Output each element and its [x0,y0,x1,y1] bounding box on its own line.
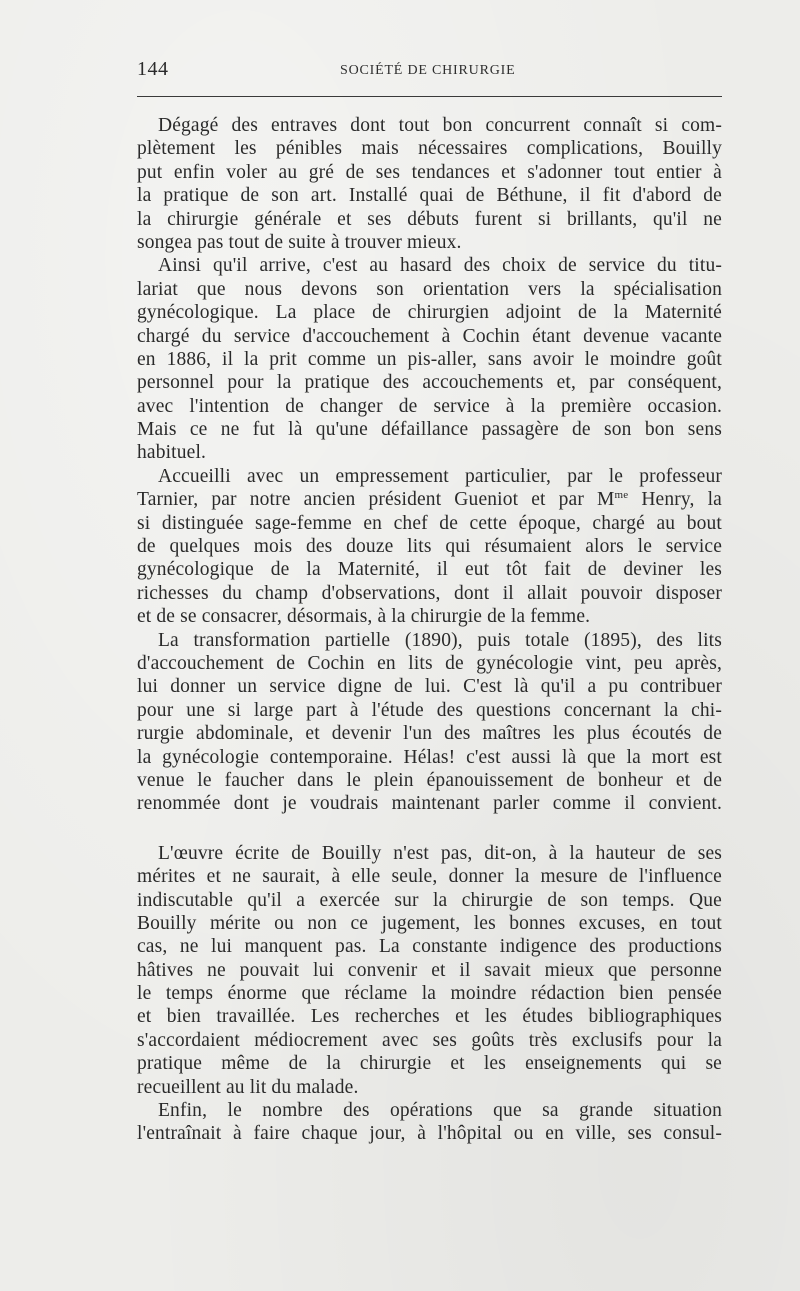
text-line: en 1886, il la prit comme un pis-aller, sans avoir le moindre goût [137,348,722,370]
text-line: le temps énorme que réclame la moindre rédaction bien pensée [137,983,722,1005]
text-line: gynécologique de la Maternité, il eut tôt fait de deviner les [137,559,722,581]
text-line: songea pas tout de suite à trouver mieux. [137,231,462,253]
text-line: Ainsi qu'il arrive, c'est au hasard des choix de service du titu- [158,255,722,277]
text-line: la gynécologie contemporaine. Hélas! c'est aussi là que la mort est [137,746,722,768]
text-line: Enfin, le nombre des opérations que sa grande situation [158,1100,722,1122]
text-line: richesses du champ d'observations, dont il allait pouvoir disposer [137,582,722,604]
text-line: chargé du service d'accouchement à Cochin étant devenue vacante [137,325,722,347]
text-line: cas, ne lui manquent pas. La constante indigence des productions [137,936,722,958]
text-line: s'accordaient médiocrement avec ses goûts très exclusifs pour la [137,1029,722,1051]
text-line: renommée dont je voudrais maintenant parler comme il convient. [137,793,722,815]
text-line: personnel pour la pratique des accouchements et, par conséquent, [137,372,722,394]
text-line: venue le faucher dans le plein épanouissement de bonheur et de [137,769,722,791]
text-line: Mais ce ne fut là qu'une défaillance passagère de son bon sens [137,419,722,441]
section-gap [137,816,722,842]
text-line: l'entraînait à faire chaque jour, à l'hôpital ou en ville, ses consul- [137,1123,722,1145]
body-text [137,114,722,1146]
text-line-part: Tarnier, par notre ancien président Gueniot et par M [137,489,615,511]
text-line: d'accouchement de Cochin en lits de gynécologie vint, peu après, [137,652,722,674]
text-line: recueillent au lit du malade. [137,1076,359,1098]
text-line: la pratique de son art. Installé quai de Béthune, il fit d'abord de [137,185,722,207]
text-line: et de se consacrer, désormais, à la chirurgie de la femme. [137,606,591,628]
text-line: Bouilly mérite ou non ce jugement, les bonnes excuses, en tout [137,912,722,934]
text-line: mérites et ne saurait, à elle seule, donner la mesure de l'influence [137,866,722,888]
text-line: plètement les pénibles mais nécessaires complications, Bouilly [137,138,722,160]
text-line: si distinguée sage-femme en chef de cette époque, chargé au bout [137,512,722,534]
text-line: hâtives ne pouvait lui convenir et il savait mieux que personne [137,959,722,981]
text-line: rurgie abdominale, et devenir l'un des maîtres les plus écoutés de [137,723,722,745]
text-line: put enfin voler au gré de ses tendances et s'adonner tout entier à [137,161,722,183]
text-line: pratique même de la chirurgie et les enseignements qui se [137,1053,722,1075]
text-line: lariat que nous devons son orientation vers la spécialisation [137,278,722,300]
superscript-abbrev: me [614,489,629,502]
text-line: La transformation partielle (1890), puis totale (1895), des lits [158,629,722,651]
text-line: la chirurgie générale et ses débuts furent si brillants, qu'il ne [137,208,722,230]
text-line-part: Henry, la [628,489,722,511]
text-line: habituel. [137,442,207,464]
page-header [137,58,722,88]
text-line: indiscutable qu'il a exercée sur la chirurgie de son temps. Que [137,889,722,911]
page-number: 144 [137,58,169,80]
text-line: Dégagé des entraves dont tout bon concurrent connaît si com- [158,115,722,136]
text-line: de quelques mois des douze lits qui résumaient alors le service [137,536,722,558]
text-line: Accueilli avec un empressement particulier, par le professeur [158,465,722,487]
text-line: pour une si large part à l'étude des questions concernant la chi- [137,699,722,721]
text-line: avec l'intention de changer de service à la première occasion. [137,395,722,417]
header-rule [137,96,722,97]
running-title: SOCIÉTÉ DE CHIRURGIE [340,63,516,78]
text-line: et bien travaillée. Les recherches et les études bibliographiques [137,1006,722,1028]
text-line: L'œuvre écrite de Bouilly n'est pas, dit-on, à la hauteur de ses [158,842,722,864]
text-line [137,488,722,511]
text-line: gynécologique. La place de chirurgien adjoint de la Maternité [137,302,722,324]
text-line: lui donner un service digne de lui. C'est là qu'il a pu contribuer [137,676,722,698]
